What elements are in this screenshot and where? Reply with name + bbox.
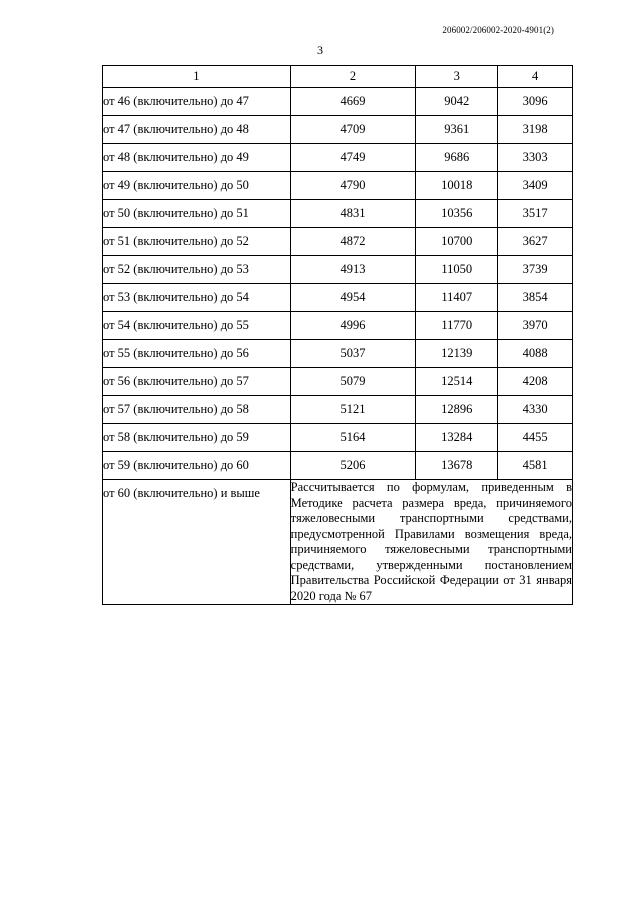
value-cell-col-4: 3198: [498, 116, 573, 144]
value-cell-col-4: 4330: [498, 396, 573, 424]
value-cell-col-4: 3096: [498, 88, 573, 116]
column-header-2: 2: [290, 66, 416, 88]
value-cell-col-3: 13678: [416, 452, 498, 480]
weight-range-cell: от 56 (включительно) до 57: [103, 368, 291, 396]
column-header-1: 1: [103, 66, 291, 88]
table-body: [103, 88, 573, 605]
weight-range-cell: от 53 (включительно) до 54: [103, 284, 291, 312]
weight-range-cell: от 49 (включительно) до 50: [103, 172, 291, 200]
weight-range-cell: от 48 (включительно) до 49: [103, 144, 291, 172]
value-cell-col-3: 9042: [416, 88, 498, 116]
document-id: 206002/206002-2020-4901(2): [442, 25, 554, 35]
value-cell-col-3: 11407: [416, 284, 498, 312]
value-cell-col-2: 4749: [290, 144, 416, 172]
value-cell-col-2: 5206: [290, 452, 416, 480]
weight-range-cell: от 46 (включительно) до 47: [103, 88, 291, 116]
value-cell-col-2: 4831: [290, 200, 416, 228]
value-cell-col-2: 4872: [290, 228, 416, 256]
table-row: [103, 116, 573, 144]
value-cell-col-4: 3854: [498, 284, 573, 312]
value-cell-col-4: 3627: [498, 228, 573, 256]
table-row: [103, 200, 573, 228]
table-row: [103, 396, 573, 424]
value-cell-col-3: 11770: [416, 312, 498, 340]
weight-range-cell: от 55 (включительно) до 56: [103, 340, 291, 368]
value-cell-col-3: 9686: [416, 144, 498, 172]
value-cell-col-2: 5037: [290, 340, 416, 368]
column-header-4: 4: [498, 66, 573, 88]
value-cell-col-2: 5121: [290, 396, 416, 424]
value-cell-col-4: 4581: [498, 452, 573, 480]
value-cell-col-4: 3517: [498, 200, 573, 228]
value-cell-col-3: 12896: [416, 396, 498, 424]
value-cell-col-3: 10700: [416, 228, 498, 256]
table-header-row: [103, 66, 573, 88]
table-row: [103, 312, 573, 340]
table-row: [103, 144, 573, 172]
table-row: [103, 256, 573, 284]
weight-range-cell: от 50 (включительно) до 51: [103, 200, 291, 228]
page-number: 3: [317, 43, 323, 57]
table-row: [103, 172, 573, 200]
rates-table: [102, 65, 573, 605]
value-cell-col-4: 4088: [498, 340, 573, 368]
value-cell-col-2: 4996: [290, 312, 416, 340]
value-cell-col-2: 4790: [290, 172, 416, 200]
table-row: [103, 88, 573, 116]
value-cell-col-4: 3970: [498, 312, 573, 340]
table-row: [103, 284, 573, 312]
value-cell-col-3: 9361: [416, 116, 498, 144]
value-cell-col-2: 4669: [290, 88, 416, 116]
value-cell-col-3: 12514: [416, 368, 498, 396]
last-row-label: от 60 (включительно) и выше: [103, 480, 291, 605]
value-cell-col-2: 5079: [290, 368, 416, 396]
weight-range-cell: от 51 (включительно) до 52: [103, 228, 291, 256]
weight-range-cell: от 58 (включительно) до 59: [103, 424, 291, 452]
value-cell-col-4: 3409: [498, 172, 573, 200]
value-cell-col-2: 4954: [290, 284, 416, 312]
value-cell-col-3: 12139: [416, 340, 498, 368]
value-cell-col-3: 13284: [416, 424, 498, 452]
value-cell-col-4: 4455: [498, 424, 573, 452]
table-row: [103, 452, 573, 480]
value-cell-col-4: 3303: [498, 144, 573, 172]
table-row-last: [103, 480, 573, 605]
weight-range-cell: от 57 (включительно) до 58: [103, 396, 291, 424]
value-cell-col-3: 10356: [416, 200, 498, 228]
weight-range-cell: от 52 (включительно) до 53: [103, 256, 291, 284]
value-cell-col-4: 4208: [498, 368, 573, 396]
value-cell-col-3: 10018: [416, 172, 498, 200]
table-row: [103, 340, 573, 368]
table-row: [103, 228, 573, 256]
value-cell-col-4: 3739: [498, 256, 573, 284]
value-cell-col-2: 4913: [290, 256, 416, 284]
weight-range-cell: от 59 (включительно) до 60: [103, 452, 291, 480]
table-row: [103, 424, 573, 452]
weight-range-cell: от 47 (включительно) до 48: [103, 116, 291, 144]
weight-range-cell: от 54 (включительно) до 55: [103, 312, 291, 340]
value-cell-col-2: 4709: [290, 116, 416, 144]
formula-note: Рассчитывается по формулам, приведенным в Методике расчета размера вреда, причиняемого тяжеловесными транспортными средствами, предусмотренной Правилами возмещения вреда, причиняемого тяжеловесными транспортными средствами, утвержденными постановлением Правительства Российской Федерации от 31 января 2020 года № 67: [290, 480, 572, 603]
value-cell-col-3: 11050: [416, 256, 498, 284]
value-cell-col-2: 5164: [290, 424, 416, 452]
column-header-3: 3: [416, 66, 498, 88]
table-row: [103, 368, 573, 396]
